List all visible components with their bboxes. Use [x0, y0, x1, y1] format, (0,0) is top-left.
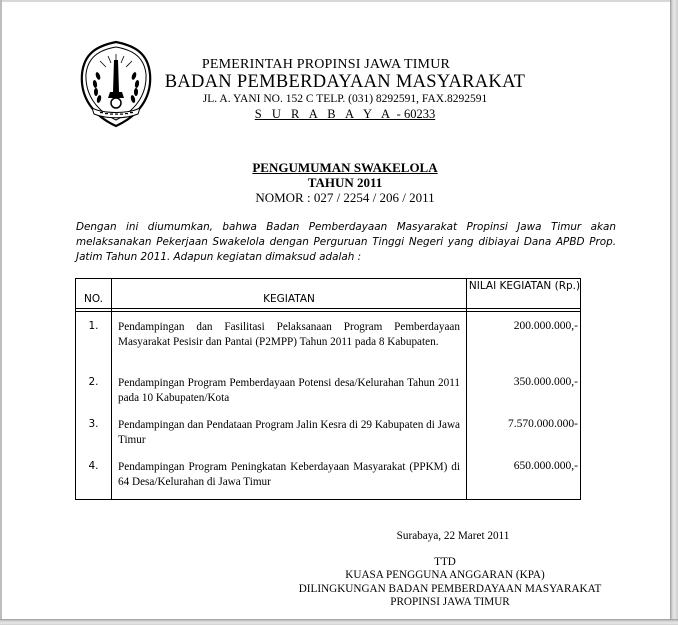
row-number: 2.	[88, 376, 99, 388]
row-number: 1.	[88, 320, 99, 332]
row-number: 4.	[88, 460, 99, 472]
window-frame-bottom[interactable]	[0, 619, 678, 625]
postcode: - 60233	[393, 107, 436, 121]
table-divider	[111, 279, 112, 499]
row-number: 3.	[88, 418, 99, 430]
column-header-nilai: NILAI KEGIATAN (Rp.)	[468, 280, 581, 292]
row-activity: Pendampingan dan Fasilitasi Pelaksanaan Program Pemberdayaan Masyarakat Pesisir dan Pantai (P2MPP) Tahun 2011 pada 8 Kabupaten.	[118, 321, 460, 348]
city-name: S U R A B A Y A	[254, 107, 394, 121]
window-frame-left	[0, 0, 2, 625]
row-activity: Pendampingan Program Peningkatan Keberdayaan Masyarakat (PPKM) di 64 Desa/Kelurahan di Jawa Timur	[118, 461, 460, 488]
agency-city	[160, 107, 530, 122]
row-value: 7.570.000.000-	[508, 418, 578, 430]
table-header-divider	[76, 308, 580, 309]
column-header-no: NO.	[83, 293, 104, 305]
government-name: PEMERINTAH PROPINSI JAWA TIMUR	[201, 57, 451, 72]
place-date: Surabaya, 22 Maret 2011	[396, 530, 510, 542]
window-frame-right[interactable]	[670, 0, 678, 625]
row-value: 200.000.000,-	[513, 320, 578, 332]
table-header-divider	[76, 311, 580, 312]
agency-address: JL. A. YANI NO. 152 C TELP. (031) 8292591, FAX.8292591	[202, 93, 488, 105]
announcement-title: PENGUMUMAN SWAKELOLA	[252, 160, 438, 175]
row-activity: Pendampingan dan Pendataan Program Jalin Kesra di 29 Kabupaten di Jawa Timur	[118, 419, 460, 446]
signatory-title: KUASA PENGGUNA ANGGARAN (KPA)	[345, 569, 545, 581]
row-activity: Pendampingan Program Pemberdayaan Potensi desa/Kelurahan Tahun 2011 pada 10 Kabupaten/Kota	[118, 377, 460, 404]
window-frame-top	[0, 0, 678, 2]
intro-paragraph: Dengan ini diumumkan, bahwa Badan Pemberdayaan Masyarakat Propinsi Jawa Timur akan melaksanakan Pekerjaan Swakelola dengan Perguruan Tinggi Negeri yang dibiayai Dana APBD Prop. Jatim Tahun 2011. Adapun kegiatan dimaksud adalah :	[76, 221, 616, 263]
signatory-agency: DILINGKUNGAN BADAN PEMBERDAYAAN MASYARAKAT	[298, 583, 602, 595]
announcement-number: NOMOR : 027 / 2254 / 206 / 2011	[255, 190, 435, 205]
column-header-kegiatan: KEGIATAN	[263, 293, 315, 305]
coat-of-arms-icon	[78, 40, 154, 128]
announcement-year: TAHUN 2011	[307, 175, 383, 190]
activity-table	[75, 278, 581, 500]
row-value: 350.000.000,-	[513, 376, 578, 388]
signature-ttd: TTD	[434, 556, 456, 568]
agency-name: BADAN PEMBERDAYAAN MASYARAKAT	[164, 72, 526, 92]
signatory-province: PROPINSI JAWA TIMUR	[390, 596, 510, 608]
row-value: 650.000.000,-	[513, 460, 578, 472]
